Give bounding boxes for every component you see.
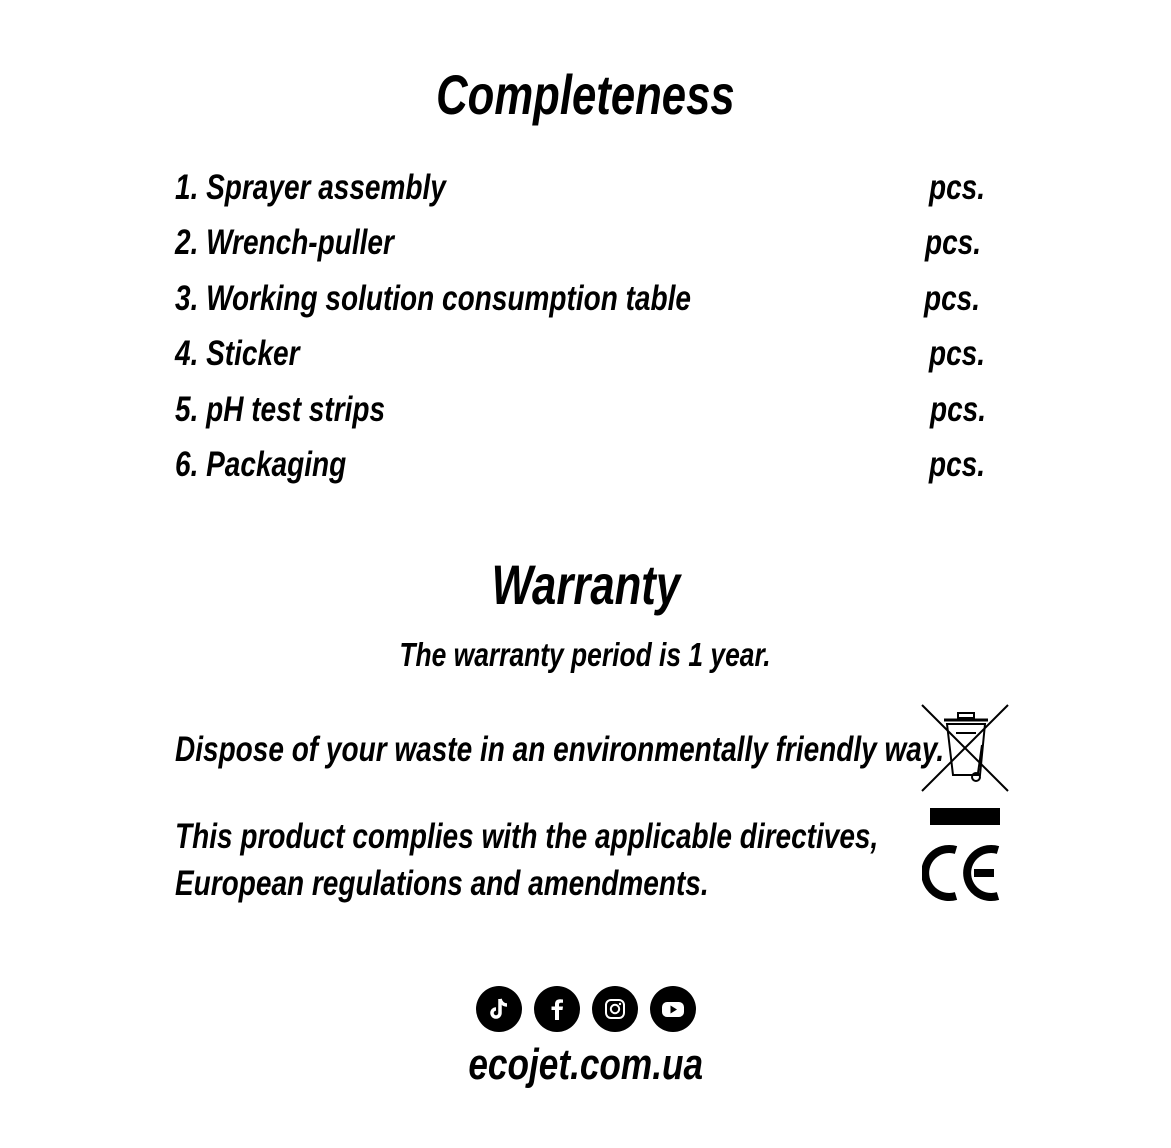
compliance-text-line-1: This product complies with the applicable directives,: [175, 817, 879, 856]
item-label: 6. Packaging: [175, 444, 347, 484]
tiktok-icon[interactable]: [476, 986, 522, 1032]
item-label: 1. Sprayer assembly: [175, 168, 446, 207]
list-item: [175, 279, 995, 334]
list-item: [175, 390, 995, 445]
ce-mark-icon: [922, 842, 1004, 904]
compliance-text-line-2: European regulations and amendments.: [175, 864, 709, 903]
list-item: [175, 445, 995, 500]
crossed-out-wheelie-bin-icon: [920, 703, 1010, 793]
youtube-icon[interactable]: [650, 986, 696, 1032]
website-url[interactable]: ecojet.com.ua: [468, 1040, 703, 1089]
website-link[interactable]: [0, 1040, 1171, 1090]
item-unit: pcs.: [928, 444, 985, 484]
item-unit: pcs.: [928, 168, 985, 207]
instagram-icon[interactable]: [592, 986, 638, 1032]
item-label: 5. pH test strips: [175, 389, 386, 429]
item-label: 2. Wrench-puller: [175, 223, 394, 263]
item-unit: pcs.: [928, 334, 985, 374]
item-label: 4. Sticker: [175, 334, 300, 374]
item-unit: pcs.: [924, 223, 981, 263]
facebook-icon[interactable]: [534, 986, 580, 1032]
social-links: [0, 986, 1171, 1032]
warranty-heading-text: Warranty: [491, 553, 680, 616]
list-item: [175, 334, 995, 389]
completeness-heading: [0, 62, 1171, 127]
item-unit: pcs.: [923, 278, 980, 318]
warranty-period-text: The warranty period is 1 year.: [399, 636, 772, 673]
disposal-text: Dispose of your waste in an environmentally friendly way.: [175, 730, 945, 769]
list-item: [175, 168, 995, 223]
item-unit: pcs.: [929, 389, 986, 429]
completeness-list: [175, 168, 995, 500]
completeness-heading-text: Completeness: [436, 63, 735, 126]
warranty-heading: [0, 552, 1171, 617]
list-item: [175, 223, 995, 278]
ce-bar: [930, 808, 1000, 825]
warranty-period: [0, 636, 1171, 674]
item-label: 3. Working solution consumption table: [175, 278, 691, 318]
